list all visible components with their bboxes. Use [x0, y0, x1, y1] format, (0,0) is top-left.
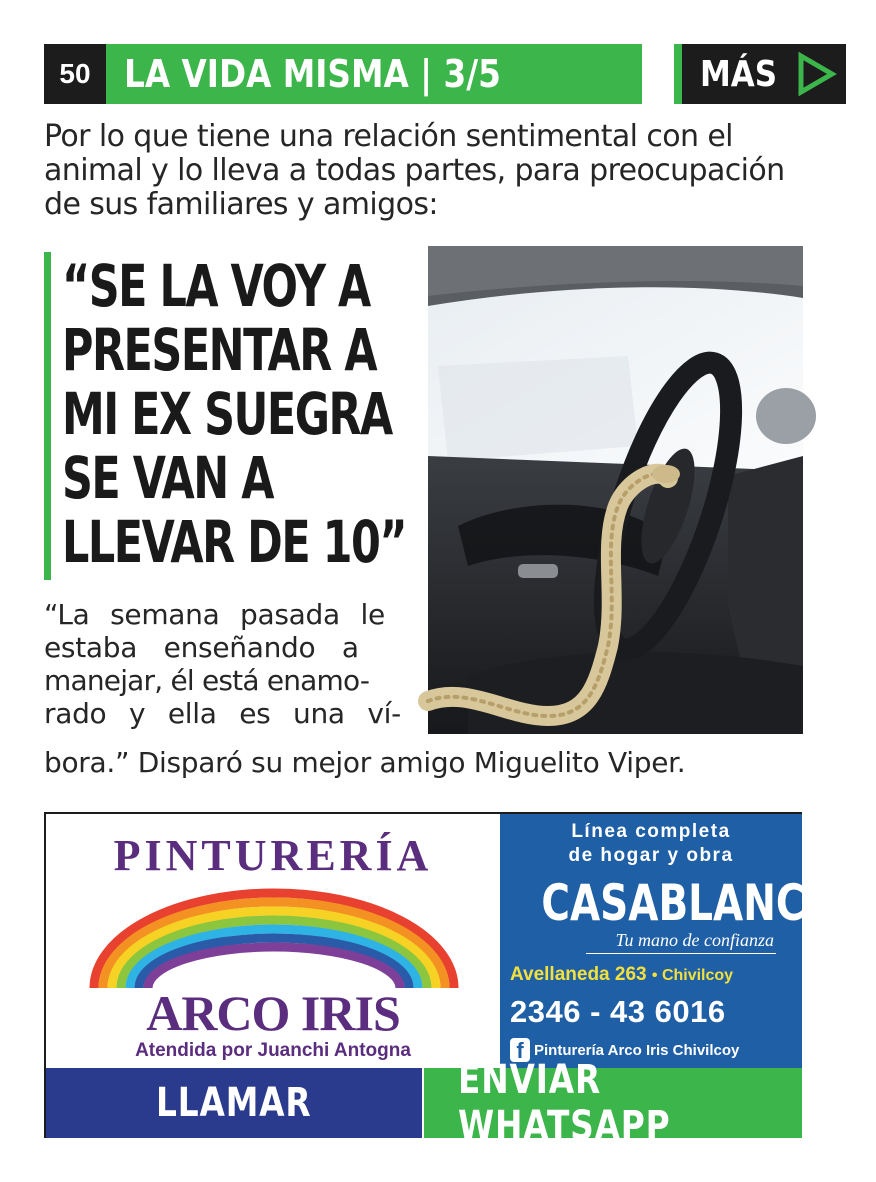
- play-arrow-icon: [796, 52, 836, 96]
- body-line: estaba enseñando a: [44, 631, 359, 664]
- ad-info-panel: [500, 814, 835, 1068]
- more-label: MÁS: [700, 53, 778, 95]
- section-title: LA VIDA MISMA | 3/5: [106, 44, 642, 104]
- ad-partner-logo: CASABLANCA: [541, 874, 835, 932]
- quote-accent-bar: [44, 252, 51, 580]
- whatsapp-button[interactable]: ENVIAR WHATSAPP: [424, 1068, 802, 1138]
- article-body: [44, 598, 419, 730]
- quote-line: LLEVAR DE 10”: [62, 508, 407, 576]
- more-accent-bar: [674, 44, 682, 104]
- body-line: rado y ella es una ví-: [44, 697, 401, 730]
- ad-store-name: ARCO IRIS: [146, 985, 400, 1041]
- page-number: 50: [44, 44, 106, 104]
- ad-phone[interactable]: 2346 - 43 6016: [510, 994, 726, 1029]
- body-line: “La semana pasada le: [44, 598, 385, 631]
- call-button[interactable]: LLAMAR: [46, 1068, 424, 1138]
- facebook-icon: f: [510, 1038, 530, 1062]
- quote-line: MI EX SUEGRA: [62, 380, 392, 448]
- ad-attended-by: Atendida por Juanchi Antogna: [135, 1040, 411, 1061]
- snake-car-photo: [428, 246, 803, 734]
- slogan-divider: [586, 953, 776, 954]
- ad-line-text: Línea completa de hogar y obra: [568, 821, 734, 866]
- rainbow-logo-icon: [74, 880, 474, 990]
- quote-line: SE VAN A: [62, 444, 273, 512]
- ad-partner-slogan: Tu mano de confianza: [615, 930, 774, 950]
- body-line: manejar, él está enamo-: [44, 664, 370, 697]
- ad-facebook[interactable]: f Pinturería Arco Iris Chivilcoy: [510, 1038, 802, 1062]
- ad-brand: PINTURERÍA: [113, 831, 433, 880]
- advertisement: [44, 812, 835, 1149]
- more-button[interactable]: [674, 44, 846, 104]
- quote-line: “SE LA VOY A: [62, 252, 370, 320]
- ad-store-panel: [46, 814, 500, 1068]
- ad-address: Avellaneda 263 • Chivilcoy: [510, 964, 734, 985]
- quote-line: PRESENTAR A: [62, 316, 377, 384]
- pull-quote: [62, 254, 482, 574]
- article-intro: Por lo que tiene una relación sentimental con el animal y lo lleva a todas partes, para preocupación de sus familiares y amigos:: [44, 119, 785, 222]
- article-body-last-line: bora.” Disparó su mejor amigo Miguelito Viper.: [44, 746, 686, 779]
